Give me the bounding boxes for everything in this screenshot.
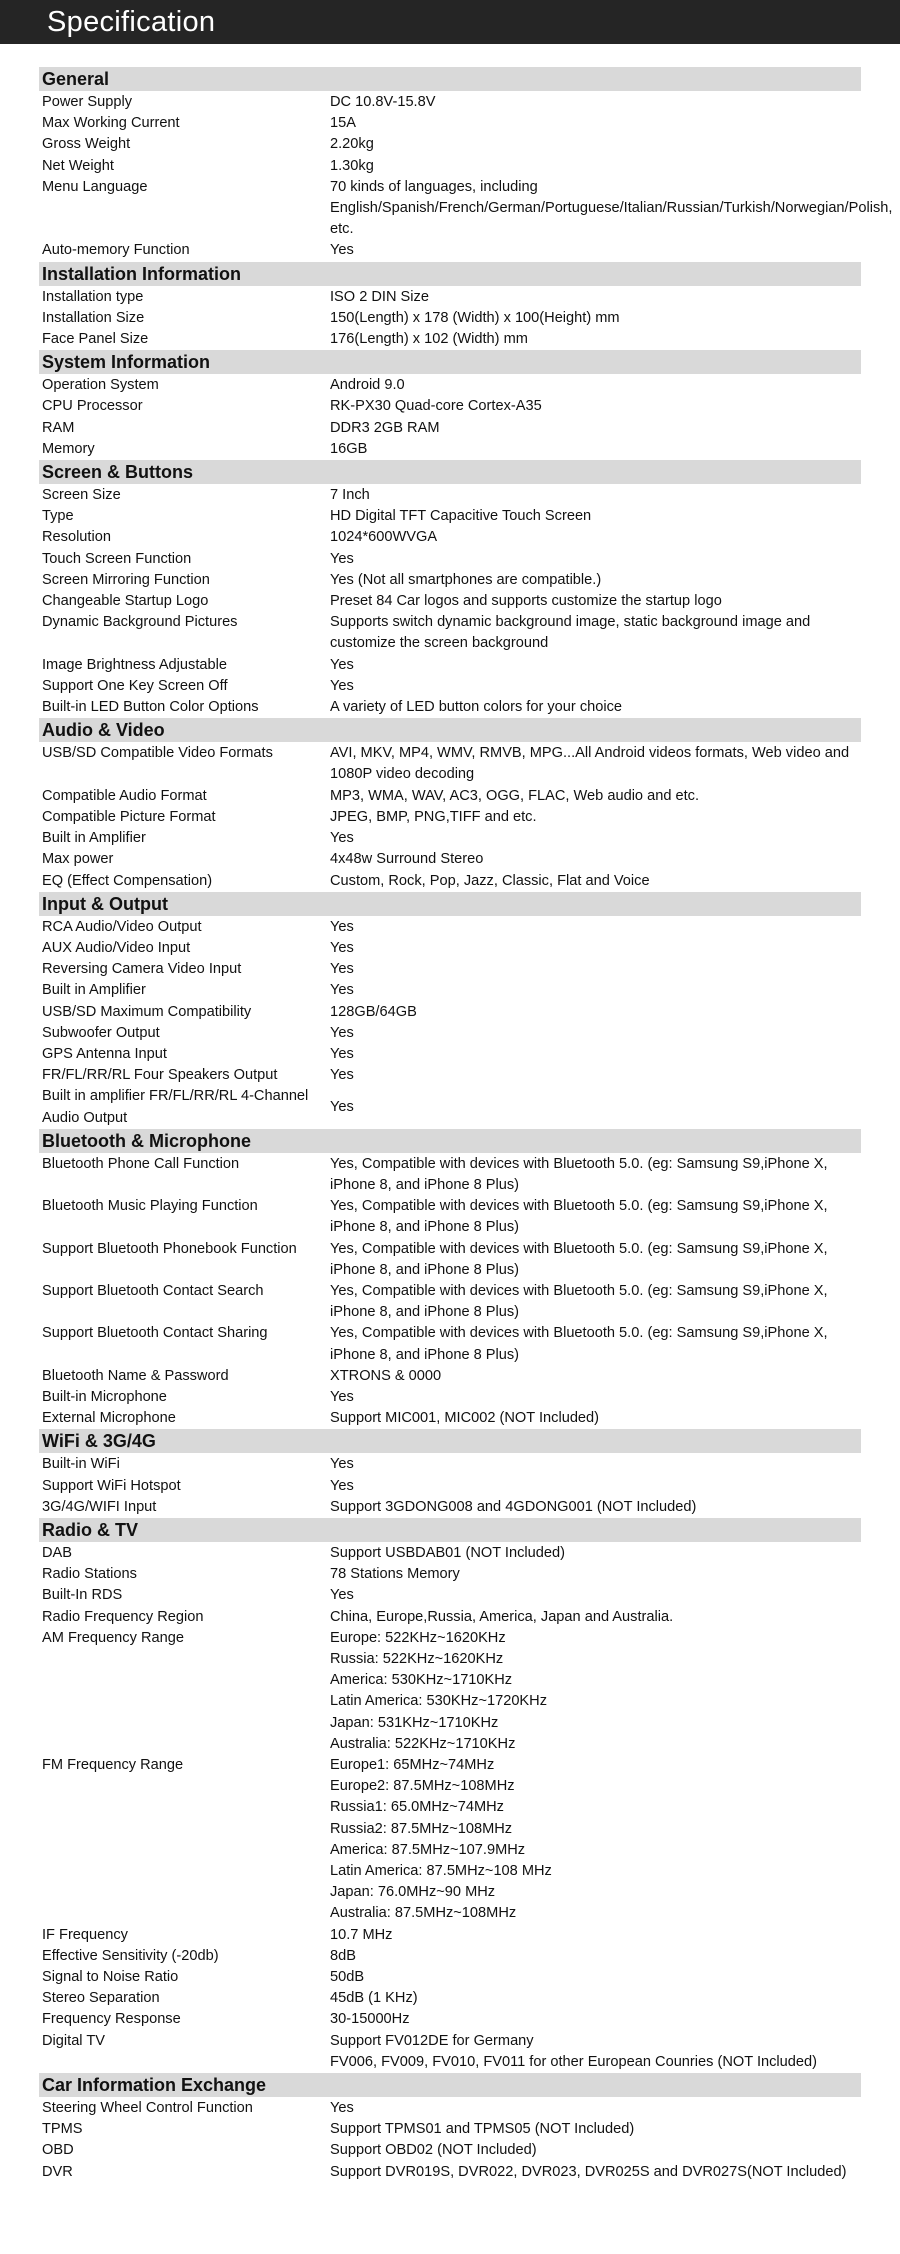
spec-row — [39, 2140, 861, 2161]
spec-row — [39, 134, 861, 155]
spec-label: Installation Size — [42, 309, 145, 326]
spec-row — [39, 240, 861, 261]
spec-value: Yes — [330, 1045, 354, 1062]
spec-label: Signal to Noise Ratio — [42, 1969, 179, 1986]
spec-row — [39, 329, 861, 350]
spec-value: Yes (Not all smartphones are compatible.) — [330, 571, 602, 588]
spec-label: Operation System — [42, 377, 159, 394]
spec-row — [39, 1044, 861, 1065]
spec-value: A variety of LED button colors for your choice — [330, 699, 623, 716]
spec-value: Yes — [330, 1024, 354, 1041]
spec-value: Yes, Compatible with devices with Bluetooth 5.0. (eg: Samsung S9,iPhone X, iPhone 8, and iPhone 8 Plus) — [330, 1325, 828, 1363]
spec-row — [39, 1065, 861, 1086]
spec-row — [39, 1607, 861, 1628]
spec-label: Support Bluetooth Contact Sharing — [42, 1325, 268, 1342]
spec-label: Touch Screen Function — [42, 550, 192, 567]
spec-value: Yes, Compatible with devices with Bluetooth 5.0. (eg: Samsung S9,iPhone X, iPhone 8, and iPhone 8 Plus) — [330, 1240, 828, 1278]
spec-label: Built-in WiFi — [42, 1456, 120, 1473]
spec-label: Installation type — [42, 288, 144, 305]
spec-label: Built-in Microphone — [42, 1388, 167, 1405]
spec-label: Face Panel Size — [42, 331, 149, 348]
spec-row — [39, 2031, 861, 2073]
spec-row — [39, 485, 861, 506]
spec-row — [39, 1196, 861, 1238]
spec-row — [39, 506, 861, 527]
spec-value: Yes — [330, 1587, 354, 1604]
spec-value: 4x48w Surround Stereo — [330, 851, 484, 868]
spec-section — [39, 892, 861, 1129]
spec-value: MP3, WMA, WAV, AC3, OGG, FLAC, Web audio and etc. — [330, 787, 700, 804]
spec-label: Digital TV — [42, 2032, 105, 2049]
spec-label: CPU Processor — [42, 398, 143, 415]
spec-row — [39, 1154, 861, 1196]
spec-label: Effective Sensitivity (-20db) — [42, 1947, 219, 1964]
spec-label: Net Weight — [42, 157, 114, 174]
spec-value: AVI, MKV, MP4, WMV, RMVB, MPG...All Android videos formats, Web video and 1080P video decoding — [330, 745, 850, 783]
spec-value: HD Digital TFT Capacitive Touch Screen — [330, 508, 592, 525]
spec-value: XTRONS & 0000 — [330, 1367, 442, 1384]
spec-row — [39, 980, 861, 1001]
spec-label: Built-in LED Button Color Options — [42, 699, 259, 716]
spec-row — [39, 570, 861, 591]
spec-row — [39, 113, 861, 134]
spec-value: 2.20kg — [330, 136, 374, 153]
spec-label: Stereo Separation — [42, 1990, 160, 2007]
spec-label: Support One Key Screen Off — [42, 677, 228, 694]
spec-row — [39, 676, 861, 697]
spec-value: 128GB/64GB — [330, 1003, 417, 1020]
spec-value: Yes — [330, 961, 354, 978]
spec-row — [39, 612, 861, 654]
spec-row — [39, 655, 861, 676]
spec-value: 10.7 MHz — [330, 1926, 393, 1943]
spec-label: Compatible Audio Format — [42, 787, 207, 804]
spec-value: Android 9.0 — [330, 377, 405, 394]
spec-label: USB/SD Compatible Video Formats — [42, 745, 273, 762]
spec-value: Preset 84 Car logos and supports customize the startup logo — [330, 593, 722, 610]
spec-section — [39, 67, 893, 262]
spec-value: 1.30kg — [330, 157, 374, 174]
spec-row — [39, 156, 861, 177]
spec-label: USB/SD Maximum Compatibility — [42, 1003, 252, 1020]
spec-section — [39, 718, 861, 891]
spec-value: Support OBD02 (NOT Included) — [330, 2142, 537, 2159]
spec-value: Yes, Compatible with devices with Bluetooth 5.0. (eg: Samsung S9,iPhone X, iPhone 8, and iPhone 8 Plus) — [330, 1198, 828, 1236]
spec-row — [39, 1585, 861, 1606]
spec-label: 3G/4G/WIFI Input — [42, 1498, 157, 1515]
spec-row — [39, 1366, 861, 1387]
spec-label: Gross Weight — [42, 136, 131, 153]
spec-value: Yes — [330, 1067, 354, 1084]
spec-label: FM Frequency Range — [42, 1757, 184, 1774]
spec-row — [39, 1002, 861, 1023]
spec-row — [39, 1755, 861, 1925]
spec-row — [39, 1543, 861, 1564]
section-title: Bluetooth & Microphone — [39, 1129, 861, 1153]
spec-label: RCA Audio/Video Output — [42, 918, 202, 935]
spec-value: Yes — [330, 1388, 354, 1405]
section-title: WiFi & 3G/4G — [39, 1429, 861, 1453]
section-title: Input & Output — [39, 892, 861, 916]
spec-value: Support TPMS01 and TPMS05 (NOT Included) — [330, 2121, 635, 2138]
spec-value: Yes, Compatible with devices with Bluetooth 5.0. (eg: Samsung S9,iPhone X, iPhone 8, and iPhone 8 Plus) — [330, 1282, 828, 1321]
spec-label: External Microphone — [42, 1410, 176, 1427]
spec-row — [39, 1925, 861, 1946]
spec-label: Menu Language — [42, 178, 148, 195]
spec-value: ISO 2 DIN Size — [330, 288, 429, 305]
spec-value: 50dB — [330, 1969, 365, 1986]
spec-label: Bluetooth Name & Password — [42, 1367, 229, 1384]
spec-label: OBD — [42, 2142, 74, 2159]
spec-row — [39, 1281, 861, 1323]
spec-label: Max power — [42, 851, 114, 868]
spec-label: Frequency Response — [42, 2011, 181, 2028]
spec-value: 70 kinds of languages, including English/Spanish/French/German/Portuguese/Italian/Russian/Turkish/Norwegian/Polish, etc. — [330, 178, 893, 238]
spec-label: Support Bluetooth Phonebook Function — [42, 1240, 297, 1257]
spec-row — [39, 1967, 861, 1988]
spec-label: Bluetooth Phone Call Function — [42, 1155, 240, 1172]
spec-label: Screen Size — [42, 487, 121, 504]
section-title: Installation Information — [39, 262, 861, 286]
spec-label: Auto-memory Function — [42, 242, 190, 259]
section-title: System Information — [39, 350, 861, 374]
spec-row — [39, 938, 861, 959]
spec-row — [39, 1023, 861, 1044]
spec-label: Reversing Camera Video Input — [42, 961, 242, 978]
spec-row — [39, 549, 861, 570]
spec-row — [39, 1408, 861, 1429]
spec-row — [39, 1628, 861, 1755]
spec-table — [39, 67, 893, 2183]
spec-label: AUX Audio/Video Input — [42, 939, 191, 956]
spec-row — [39, 418, 861, 439]
spec-label: Built-In RDS — [42, 1587, 123, 1604]
spec-value: Yes — [330, 982, 354, 999]
spec-label: EQ (Effect Compensation) — [42, 872, 213, 889]
spec-row — [39, 959, 861, 980]
spec-value: Supports switch dynamic background image, static background image and customize the screen background — [330, 614, 811, 652]
spec-label: Compatible Picture Format — [42, 808, 216, 825]
spec-value: JPEG, BMP, PNG,TIFF and etc. — [330, 808, 537, 825]
spec-value: Yes — [330, 550, 354, 567]
spec-label: Resolution — [42, 529, 111, 546]
spec-value: 8dB — [330, 1947, 356, 1964]
section-title: Audio & Video — [39, 718, 861, 742]
spec-row — [39, 2162, 861, 2183]
spec-value: Yes — [330, 830, 354, 847]
spec-label: Max Working Current — [42, 115, 180, 132]
spec-label: AM Frequency Range — [42, 1629, 184, 1646]
spec-value: Support FV012DE for Germany FV006, FV009, FV010, FV011 for other European Counries (NOT Included) — [330, 2032, 817, 2070]
spec-value: Yes — [330, 1098, 354, 1115]
spec-value: 78 Stations Memory — [330, 1566, 460, 1583]
spec-value: 30-15000Hz — [330, 2011, 410, 2028]
spec-row — [39, 697, 861, 718]
spec-value: Yes — [330, 1477, 354, 1494]
spec-label: Built in Amplifier — [42, 830, 146, 847]
spec-row — [39, 396, 861, 417]
spec-label: FR/FL/RR/RL Four Speakers Output — [42, 1067, 278, 1084]
spec-label: Built in Amplifier — [42, 982, 146, 999]
spec-row — [39, 743, 861, 785]
spec-section — [39, 1429, 861, 1518]
spec-label: Changeable Startup Logo — [42, 593, 209, 610]
spec-row — [39, 786, 861, 807]
spec-row — [39, 1564, 861, 1585]
spec-row — [39, 527, 861, 548]
spec-row — [39, 1323, 861, 1365]
spec-row — [39, 177, 893, 241]
spec-value: 15A — [330, 115, 356, 132]
spec-label: Image Brightness Adjustable — [42, 656, 227, 673]
spec-label: Memory — [42, 440, 95, 457]
spec-value: 7 Inch — [330, 487, 370, 504]
spec-label: Power Supply — [42, 94, 133, 110]
spec-row — [39, 1988, 861, 2009]
spec-label: Dynamic Background Pictures — [42, 614, 238, 631]
spec-value: Support USBDAB01 (NOT Included) — [330, 1544, 565, 1561]
spec-label: Steering Wheel Control Function — [42, 2100, 253, 2117]
spec-label: Type — [42, 508, 74, 525]
spec-value: 16GB — [330, 440, 368, 457]
spec-value: Support DVR019S, DVR022, DVR023, DVR025S and DVR027S(NOT Included) — [330, 2163, 847, 2180]
spec-label: GPS Antenna Input — [42, 1045, 167, 1062]
spec-value: RK-PX30 Quad-core Cortex-A35 — [330, 398, 542, 415]
spec-value: Yes, Compatible with devices with Bluetooth 5.0. (eg: Samsung S9,iPhone X, iPhone 8, and iPhone 8 Plus) — [330, 1155, 828, 1193]
spec-value: Custom, Rock, Pop, Jazz, Classic, Flat and Voice — [330, 872, 650, 889]
spec-row — [39, 807, 861, 828]
spec-row — [39, 1476, 861, 1497]
spec-row — [39, 2009, 861, 2030]
spec-label: Bluetooth Music Playing Function — [42, 1198, 258, 1215]
spec-row — [39, 917, 861, 938]
spec-value: Europe: 522KHz~1620KHz Russia: 522KHz~1620KHz America: 530KHz~1710KHz Latin America: 530KHz~1720KHz Japan: 531KHz~1710KHz Australia: 522KHz~1710KHz — [330, 1629, 548, 1752]
spec-value: Yes — [330, 656, 354, 673]
spec-row — [39, 2119, 861, 2140]
spec-label: Radio Frequency Region — [42, 1608, 204, 1625]
spec-row — [39, 1086, 861, 1128]
spec-value: Yes — [330, 677, 354, 694]
section-title: Radio & TV — [39, 1518, 861, 1542]
spec-label: Support WiFi Hotspot — [42, 1477, 181, 1494]
spec-row — [39, 871, 861, 892]
spec-value: 1024*600WVGA — [330, 529, 438, 546]
spec-label: IF Frequency — [42, 1926, 128, 1943]
spec-row — [39, 1946, 861, 1967]
spec-row — [39, 287, 861, 308]
spec-value: Yes — [330, 1456, 354, 1473]
spec-value: 176(Length) x 102 (Width) mm — [330, 331, 528, 348]
spec-value: Yes — [330, 2100, 354, 2117]
spec-row — [39, 1454, 861, 1475]
spec-label: Built in amplifier FR/FL/RR/RL 4-Channel Audio Output — [42, 1088, 309, 1126]
spec-section — [39, 2073, 861, 2183]
spec-label: DVR — [42, 2163, 73, 2180]
spec-section — [39, 1518, 861, 2073]
spec-row — [39, 591, 861, 612]
spec-row — [39, 92, 861, 113]
spec-row — [39, 1497, 861, 1518]
spec-row — [39, 308, 861, 329]
spec-row — [39, 1387, 861, 1408]
spec-label: Subwoofer Output — [42, 1024, 160, 1041]
page-title: Specification — [47, 5, 216, 38]
section-title: Screen & Buttons — [39, 460, 861, 484]
spec-label: Radio Stations — [42, 1566, 137, 1583]
spec-value: DDR3 2GB RAM — [330, 419, 440, 436]
spec-value: 150(Length) x 178 (Width) x 100(Height) mm — [330, 309, 620, 326]
spec-value: China, Europe,Russia, America, Japan and Australia. — [330, 1608, 674, 1625]
spec-value: Yes — [330, 939, 354, 956]
spec-row — [39, 439, 861, 460]
spec-section — [39, 262, 861, 351]
spec-label: DAB — [42, 1544, 73, 1561]
spec-section — [39, 1129, 861, 1430]
spec-label: Support Bluetooth Contact Search — [42, 1282, 264, 1299]
spec-value: Yes — [330, 242, 354, 259]
spec-row — [39, 2098, 861, 2119]
spec-row — [39, 828, 861, 849]
spec-label: Screen Mirroring Function — [42, 571, 210, 588]
section-title: General — [39, 67, 861, 91]
spec-value: Europe1: 65MHz~74MHz Europe2: 87.5MHz~108MHz Russia1: 65.0MHz~74MHz Russia2: 87.5MHz~108MHz America: 87.5MHz~107.9MHz Latin America: 87.5MHz~108 MHz Japan: 76.0MHz~90 MHz Australia: 87.5MHz~108MHz — [330, 1757, 552, 1922]
page-header — [0, 0, 900, 44]
spec-value: 45dB (1 KHz) — [330, 1990, 418, 2007]
spec-value: Yes — [330, 918, 354, 935]
spec-section — [39, 460, 861, 718]
spec-row — [39, 849, 861, 870]
spec-value: DC 10.8V-15.8V — [330, 94, 436, 110]
spec-label: TPMS — [42, 2121, 83, 2138]
spec-label: RAM — [42, 419, 75, 436]
section-title: Car Information Exchange — [39, 2073, 861, 2097]
spec-value: Support MIC001, MIC002 (NOT Included) — [330, 1410, 600, 1427]
spec-row — [39, 1239, 861, 1281]
spec-section — [39, 350, 861, 460]
spec-row — [39, 375, 861, 396]
spec-value: Support 3GDONG008 and 4GDONG001 (NOT Included) — [330, 1498, 697, 1515]
